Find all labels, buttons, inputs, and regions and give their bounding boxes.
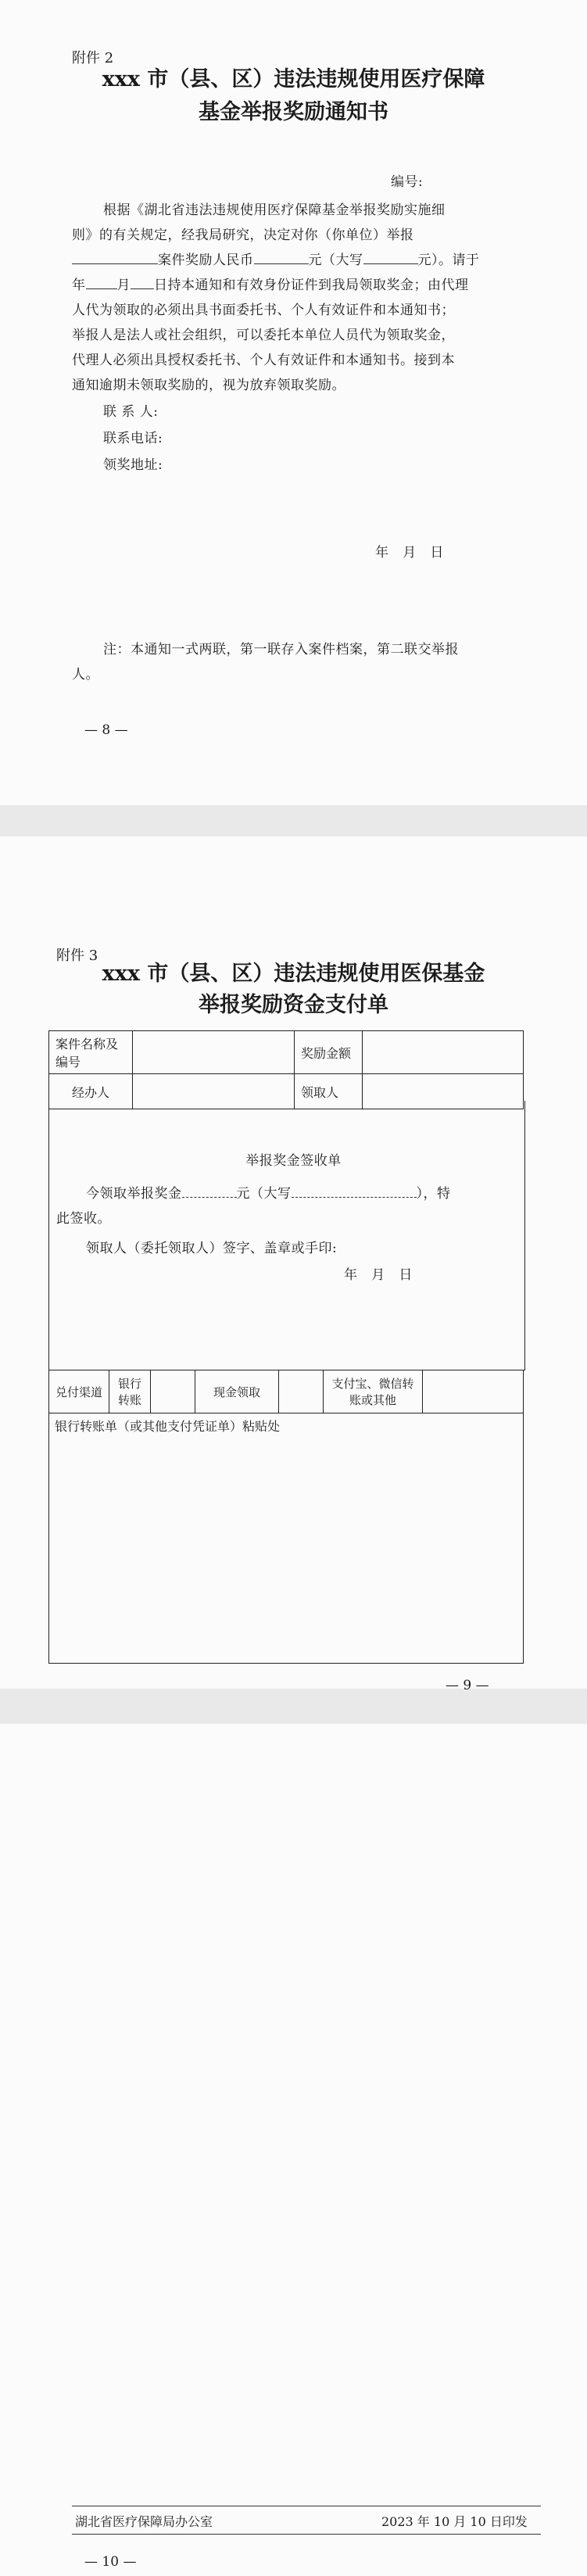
cash-pickup-check[interactable] xyxy=(279,1370,324,1413)
divider xyxy=(72,2534,541,2535)
receipt-title: 举报奖金签收单 xyxy=(245,1153,342,1169)
voucher-label: 银行转账单（或其他支付凭证单）粘贴处 xyxy=(55,1419,281,1434)
page-number: — 10 — xyxy=(84,2554,137,2570)
issue-date: 2023 年 10 月 10 日印发 xyxy=(381,2514,528,2529)
note-line: 注：本通知一式两联，第一联存入案件档案，第二联交举报 xyxy=(103,642,459,657)
paragraph-line: 根据《湖北省违法违规使用医疗保障基金举报奖励实施细 xyxy=(103,202,446,218)
alipay-wechat-check[interactable] xyxy=(423,1370,524,1413)
recipient-label: 领取人 xyxy=(295,1074,363,1109)
reward-amount-label: 奖励金额 xyxy=(295,1031,363,1074)
signature-label: 领取人（委托领取人）签字、盖章或手印: xyxy=(86,1241,338,1256)
form-title-line2: 举报奖励资金支付单 xyxy=(199,993,388,1017)
paragraph-line: 案件奖励人民币 元（大写 元）。请于 xyxy=(72,249,480,272)
receipt-box xyxy=(48,1101,525,1370)
month-blank[interactable] xyxy=(86,274,117,289)
date-line: 年 月 日 xyxy=(375,545,444,561)
receipt-line: 今领取举报奖金 元（大写 ），特 xyxy=(86,1182,451,1206)
payment-channel-table xyxy=(48,1370,524,1413)
notice-title-line2: 基金举报奖励通知书 xyxy=(199,100,388,124)
notice-title-line1: xxx 市（县、区）违法违规使用医疗保障 xyxy=(102,67,485,91)
address-label: 领奖地址: xyxy=(103,457,163,473)
bank-transfer-check[interactable] xyxy=(151,1370,195,1413)
bank-transfer-label: 银行转账 xyxy=(109,1370,151,1413)
amount-uppercase-blank[interactable] xyxy=(292,1183,417,1198)
paragraph-line: 则》的有关规定，经我局研究，决定对你（你单位）举报 xyxy=(72,228,414,243)
page-9 xyxy=(0,837,587,1693)
paragraph-line: 举报人是法人或社会组织，可以委托本单位人员代为领取奖金， xyxy=(72,328,455,343)
case-label: 案件名称及编号 xyxy=(49,1031,133,1074)
receipt-line: 此签收。 xyxy=(56,1211,111,1227)
amount-blank[interactable] xyxy=(182,1183,237,1198)
number-label: 编号: xyxy=(391,174,424,190)
receipt-date: 年 月 日 xyxy=(344,1267,413,1283)
page-number: — 9 — xyxy=(446,1678,489,1693)
cash-pickup-label: 现金领取 xyxy=(195,1370,279,1413)
case-blank[interactable] xyxy=(72,249,158,264)
case-value[interactable] xyxy=(133,1031,295,1074)
contact-label: 联 系 人: xyxy=(103,404,159,420)
amount-blank[interactable] xyxy=(254,249,309,264)
page-8 xyxy=(0,0,587,805)
paragraph-line: 通知逾期未领取奖励的，视为放弃领取奖励。 xyxy=(72,378,345,393)
day-blank[interactable] xyxy=(131,274,154,289)
form-title-line1: xxx 市（县、区）违法违规使用医保基金 xyxy=(102,962,485,986)
phone-label: 联系电话: xyxy=(103,431,163,446)
issuer: 湖北省医疗保障局办公室 xyxy=(75,2514,213,2529)
paragraph-line: 人代为领取的必须出具书面委托书、个人有效证件和本通知书； xyxy=(72,303,455,318)
voucher-area xyxy=(48,1413,524,1664)
attachment-label: 附件 3 xyxy=(56,948,98,964)
paragraph-line: 代理人必须出具授权委托书、个人有效证件和本通知书。接到本 xyxy=(72,353,455,368)
alipay-wechat-label: 支付宝、微信转账或其他 xyxy=(324,1370,423,1413)
amount-uppercase-blank[interactable] xyxy=(363,249,418,264)
info-table xyxy=(48,1030,524,1109)
attachment-label: 附件 2 xyxy=(72,50,114,66)
channel-label: 兑付渠道 xyxy=(49,1370,109,1413)
handler-label: 经办人 xyxy=(49,1074,133,1109)
paragraph-line: 年 月 日持本通知和有效身份证件到我局领取奖金；由代理 xyxy=(72,274,469,297)
reward-amount-value[interactable] xyxy=(363,1031,524,1074)
note-line: 人。 xyxy=(72,667,99,683)
page-number: — 8 — xyxy=(84,722,128,738)
page-10 xyxy=(0,1724,587,2576)
